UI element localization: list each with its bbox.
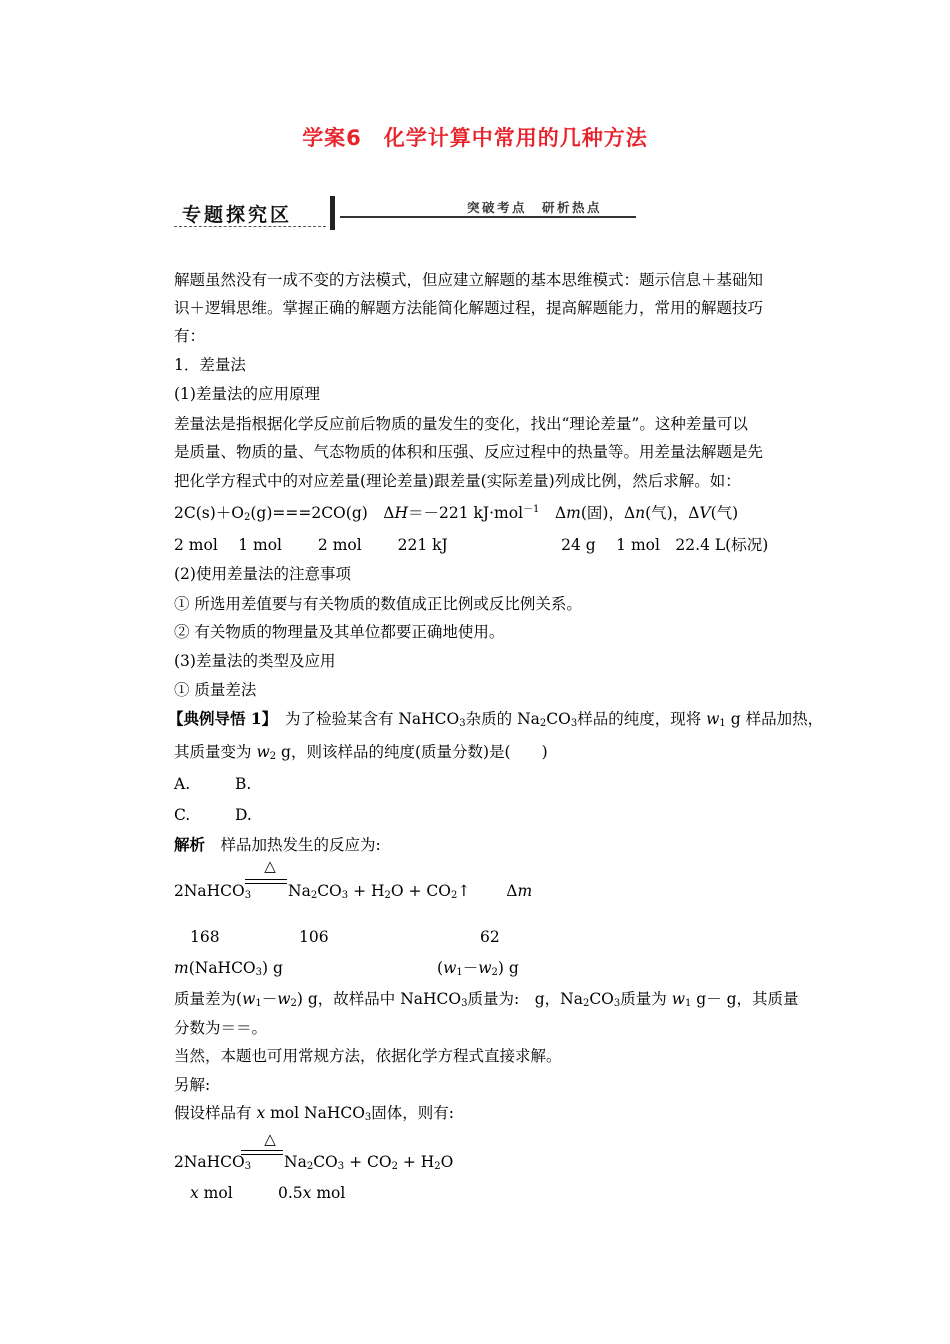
solution-line-3: 当然，本题也可用常规方法，依据化学方程式直接求解。 (174, 1047, 562, 1065)
intro-line-3: 有： (174, 327, 206, 345)
subheading-notes: (2)使用差量法的注意事项 (174, 565, 351, 583)
reaction-products-2: $Na_2CO_3 + CO_2 + H_2O$ (284, 1153, 454, 1172)
alternative-solution-label: 另解: (174, 1076, 211, 1094)
reactant-amount: x mol (190, 1184, 233, 1202)
mass-nahco3-label: m(NaHCO$_3$) g (174, 959, 283, 978)
equation-arrow-line-bottom (245, 883, 287, 884)
note-1: ① 所选用差值要与有关物质的数值成正比例或反比例关系。 (174, 595, 582, 613)
example-label: 【典例导悟 1】 (168, 709, 270, 728)
assumption-line: 假设样品有 x mol NaHCO$_3$固体，则有: (174, 1104, 455, 1123)
solution-label: 解析 (174, 835, 206, 854)
solution-intro: 解析 样品加热发生的反应为: (174, 835, 381, 854)
section-banner (174, 192, 636, 234)
reaction-equation-2: 2NaHCO$_3$ (174, 1153, 252, 1172)
solution-line-2: 分数为＝＝。 (174, 1019, 268, 1037)
option-a: A. (174, 775, 191, 793)
heat-condition-icon-2: △ (264, 1130, 276, 1148)
molar-mass-168: 168 (190, 928, 220, 946)
intro-line-1: 解题虽然没有一成不变的方法模式，但应建立解题的基本思维模式：题示信息＋基础知 (174, 271, 764, 289)
banner-bar (330, 196, 335, 230)
section-heading: 1．差量法 (174, 356, 246, 374)
banner-title: 专题探究区 (182, 204, 293, 226)
banner-subtitle: 突破考点 研析热点 (467, 200, 603, 215)
mass-difference-62: 62 (480, 928, 500, 946)
subheading-principle: (1)差量法的应用原理 (174, 385, 320, 403)
banner-dash-divider (174, 226, 326, 227)
type-mass-difference: ① 质量差法 (174, 681, 257, 699)
banner-rule (340, 216, 636, 218)
heat-condition-icon: △ (264, 857, 276, 875)
equation-arrow-line-top-2 (241, 1150, 283, 1151)
principle-line-2: 是质量、物质的量、气态物质的体积和压强、反应过程中的热量等。用差量法解题是先 (174, 443, 764, 461)
product-amount: 0.5x mol (278, 1184, 346, 1202)
reaction-equation-1: 2NaHCO$_3$ (174, 882, 252, 901)
principle-line-3: 把化学方程式中的对应差量(理论差量)跟差量(实际差量)列成比例，然后求解。如： (174, 472, 741, 490)
intro-line-2: 识＋逻辑思维。掌握正确的解题方法能简化解题过程，提高解题能力，常用的解题技巧 (174, 299, 764, 317)
page-title: 学案6 化学计算中常用的几种方法 (302, 126, 648, 150)
option-d: D. (235, 806, 252, 824)
equation-arrow-line-top (245, 879, 287, 880)
actual-difference: $(w_1-w_2)$ g (437, 959, 519, 978)
principle-line-1: 差量法是指根据化学反应前后物质的量发生的变化，找出“理论差量”。这种差量可以 (174, 415, 748, 433)
subheading-types: (3)差量法的类型及应用 (174, 652, 336, 670)
solution-line-1: 质量差为$(w_1-w_2)$ g，故样品中 NaHCO$_3$质量为: g，$Na_2CO_3$质量为 $w_1$ g－ g，其质量 (174, 990, 799, 1009)
example-question-line-1: 【典例导悟 1】 为了检验某含有 NaHCO$_3$杂质的 $Na_2CO_3$样品的纯度，现将 $w_1$ g 样品加热， (168, 709, 824, 729)
reaction-products-1: $Na_2CO_3 + H_2O$ + $CO_2↑$ Δm (288, 882, 533, 901)
equation-values: 2 mol 1 mol 2 mol 221 kJ 24 g 1 mol 22.4 L(标况) (174, 536, 769, 554)
example-equation: $2C(s)+O_2(g)===2CO(g)$ ΔH＝－221 kJ·mol$^{-1}$ Δm(固)，Δn(气)，ΔV(气) (174, 504, 739, 523)
note-2: ② 有关物质的物理量及其单位都要正确地使用。 (174, 623, 505, 641)
molar-mass-106: 106 (299, 928, 329, 946)
option-b: B. (235, 775, 252, 793)
example-question-line-2: 其质量变为 $w_2$ g，则该样品的纯度(质量分数)是( ) (174, 743, 548, 762)
option-c: C. (174, 806, 191, 824)
